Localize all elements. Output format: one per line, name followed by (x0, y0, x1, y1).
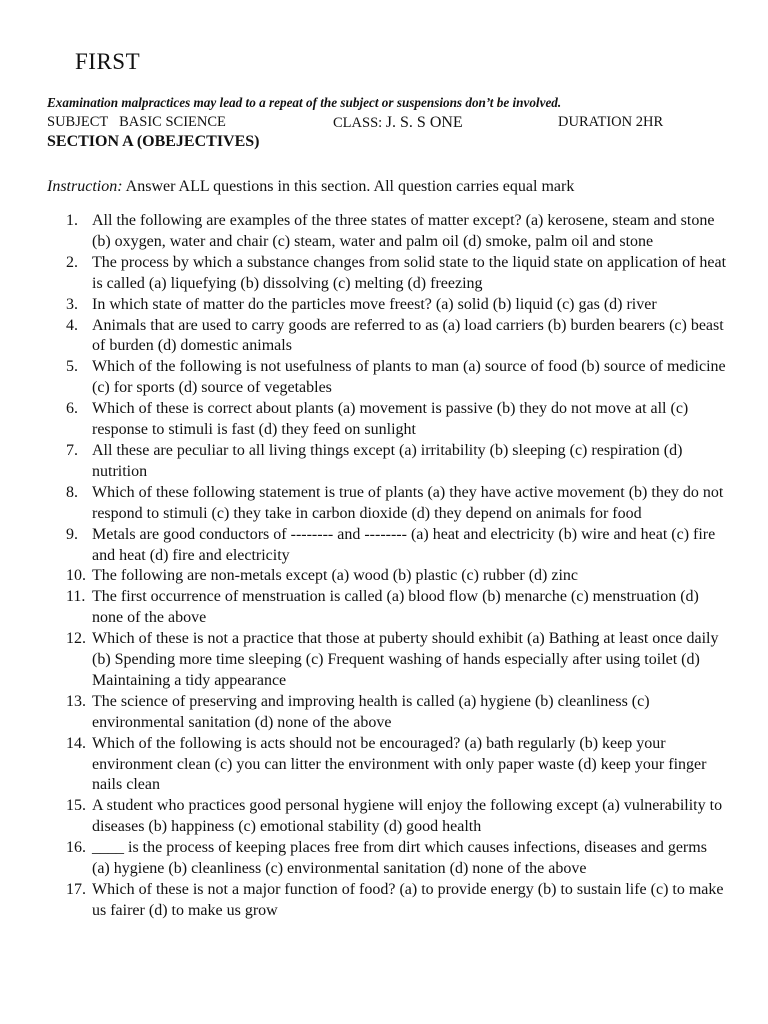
question-text: Metals are good conductors of -------- and -------- (a) heat and electricity (b) wire and heat (c) fire and heat (d) fire and electricity (92, 525, 716, 564)
question-item (47, 587, 727, 629)
question-text: The following are non-metals except (a) wood (b) plastic (c) rubber (d) zinc (92, 567, 579, 585)
question-text: Which of the following is not usefulness of plants to man (a) source of food (b) source of medicine (c) for sports (d) source of vegetables (92, 358, 726, 397)
question-number: 5. (66, 358, 78, 376)
question-number: 15. (66, 797, 86, 815)
question-item (47, 211, 727, 253)
question-number: 10. (66, 567, 86, 585)
question-text: Animals that are used to carry goods are referred to as (a) load carriers (b) burden bearers (c) beast of burden (d) domestic animals (92, 316, 724, 355)
question-number: 7. (66, 441, 78, 459)
question-text: All these are peculiar to all living things except (a) irritability (b) sleeping (c) respiration (d) nutrition (92, 441, 683, 480)
question-item (47, 295, 727, 316)
question-item (47, 525, 727, 567)
question-item (47, 796, 727, 838)
question-text: In which state of matter do the particles move freest? (a) solid (b) liquid (c) gas (d) river (92, 295, 657, 313)
malpractice-warning: Examination malpractices may lead to a repeat of the subject or suspensions don’t be involved. (47, 95, 562, 110)
duration-label: DURATION (558, 114, 633, 130)
question-number: 13. (66, 692, 86, 710)
question-number: 1. (66, 212, 78, 229)
page-title: FIRST (75, 49, 141, 74)
instruction-line (47, 178, 574, 196)
question-number: 16. (66, 839, 86, 857)
question-item (47, 734, 727, 797)
question-number: 4. (66, 316, 78, 334)
question-text: Which of these is correct about plants (a) movement is passive (b) they do not move at all (c) response to stimuli is fast (d) they feed on sunlight (92, 400, 689, 439)
question-list (47, 211, 727, 922)
question-item (47, 253, 727, 295)
question-text: ____ is the process of keeping places free from dirt which causes infections, diseases and germs (a) hygiene (b) cleanliness (c) environmental sanitation (d) none of the above (92, 839, 707, 878)
question-item (47, 483, 727, 525)
question-item (47, 357, 727, 399)
subject-info (47, 114, 226, 131)
instruction-text: Answer ALL questions in this section. All question carries equal mark (125, 178, 575, 195)
instruction-label: Instruction: (47, 178, 123, 195)
question-item (47, 441, 727, 483)
question-item (47, 880, 727, 922)
question-number: 8. (66, 483, 78, 501)
question-text: A student who practices good personal hygiene will enjoy the following except (a) vulnerability to diseases (b) happiness (c) emotional stability (d) good health (92, 797, 723, 836)
subject-value: BASIC SCIENCE (119, 114, 226, 130)
question-number: 6. (66, 400, 78, 418)
question-text: Which of these following statement is true of plants (a) they have active movement (b) they do not respond to stimuli (c) they take in carbon dioxide (d) they depend on animals for food (92, 483, 724, 522)
question-number: 11. (66, 588, 86, 606)
question-text: The science of preserving and improving health is called (a) hygiene (b) cleanliness (c) environmental sanitation (d) none of the above (92, 692, 650, 731)
question-number: 3. (66, 295, 78, 313)
question-number: 12. (66, 630, 86, 648)
question-text: All the following are examples of the three states of matter except? (a) kerosene, steam and stone (b) oxygen, water and chair (c) steam, water and palm oil (d) smoke, palm oil and stone (92, 212, 715, 250)
duration-value: 2HR (635, 114, 664, 130)
question-text: The first occurrence of menstruation is called (a) blood flow (b) menarche (c) menstruation (d) none of the above (92, 588, 699, 627)
question-number: 9. (66, 525, 78, 543)
question-item (47, 566, 727, 587)
question-number: 17. (66, 881, 86, 898)
question-item (47, 629, 727, 692)
class-value: J. S. S ONE (385, 114, 463, 131)
duration-info (558, 114, 663, 131)
question-number: 14. (66, 734, 86, 752)
question-text: Which of the following is acts should not be encouraged? (a) bath regularly (b) keep your environment clean (c) you can litter the environment with only paper waste (d) keep your finger nails clean (92, 734, 707, 794)
question-text: The process by which a substance changes from solid state to the liquid state on application of heat is called (a) liquefying (b) dissolving (c) melting (d) freezing (92, 253, 727, 292)
section-heading: SECTION A (OBEJECTIVES) (47, 133, 260, 150)
question-text: Which of these is not a practice that those at puberty should exhibit (a) Bathing at least once daily (b) Spending more time sleeping (c) Frequent washing of hands especially after using toilet (d) Maintaining a tidy appearance (92, 630, 719, 689)
question-item (47, 399, 727, 441)
class-info (333, 114, 463, 132)
subject-label: SUBJECT (47, 114, 109, 130)
class-label: CLASS: (333, 115, 383, 131)
question-item (47, 316, 727, 358)
question-text: Which of these is not a major function of food? (a) to provide energy (b) to sustain life (c) to make us fairer (d) to make us grow (92, 881, 724, 919)
question-number: 2. (66, 253, 78, 271)
question-item (47, 838, 727, 880)
question-item (47, 692, 727, 734)
